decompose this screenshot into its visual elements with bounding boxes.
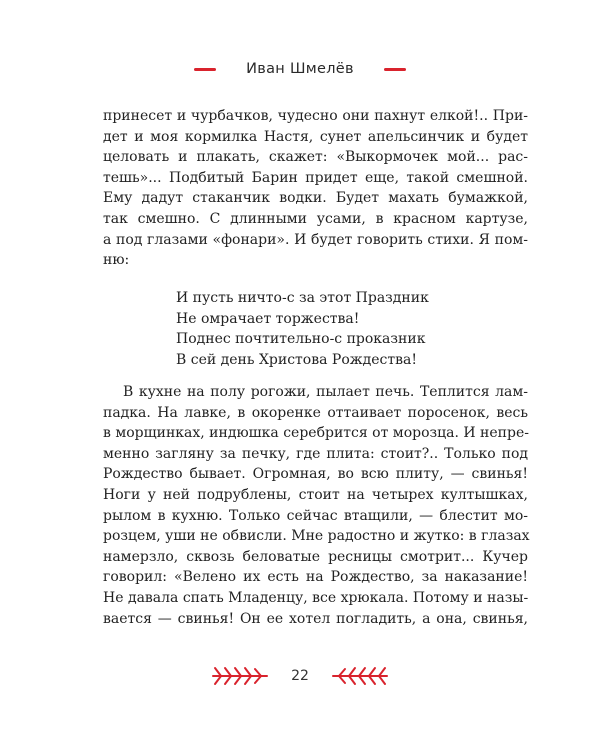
text-line: говорил: «Велено их есть на Рождество, за наказание! xyxy=(103,569,528,586)
header-left-rule xyxy=(194,68,216,71)
text-line: менно загляну за печку, где плита: стоит?.. Только под xyxy=(103,445,528,462)
verse-line: В сей день Христова Рождества! xyxy=(176,351,417,368)
text-line: Ему дадут стаканчик водки. Будет махать бумажкой, xyxy=(103,190,528,207)
page-number: 22 xyxy=(291,668,309,684)
text-line: а под глазами «фонари». И будет говорить стихи. Я пом- xyxy=(103,231,528,248)
leaf-branch-left-icon xyxy=(211,664,269,688)
text-line: ню: xyxy=(103,252,130,269)
verse-stanza xyxy=(176,288,429,370)
text-line: принесет и чурбачков, чудесно они пахнут елкой!.. При- xyxy=(103,108,528,124)
text-line: розцем, уши не обвисли. Мне радостно и жутко: в глазах xyxy=(103,528,530,545)
running-header xyxy=(0,56,600,82)
text-line: падка. На лавке, в окоренке оттаивает поросенок, весь xyxy=(103,404,528,421)
text-line: намерзло, сквозь беловатые ресницы смотрит... Кучер xyxy=(103,548,528,565)
text-line: тешь»... Подбитый Барин придет еще, такой смешной. xyxy=(103,169,528,186)
page-footer xyxy=(0,660,600,692)
author-name: Иван Шмелёв xyxy=(246,61,354,77)
text-line: так смешно. С длинными усами, в красном картузе, xyxy=(103,210,528,227)
leaf-branch-right-icon xyxy=(331,664,389,688)
text-line: в морщинках, индюшка серебрится от морозца. И непре- xyxy=(103,425,529,442)
text-line: Ноги у ней подрублены, стоит на четырех култышках, xyxy=(103,486,528,503)
paragraph-1 xyxy=(103,106,528,271)
text-line: Не давала спать Младенцу, все хрюкала. Потому и назы- xyxy=(103,589,529,606)
verse-line: Не омрачает торжества! xyxy=(176,310,360,327)
text-line: Рождество бывает. Огромная, во всю плиту, — свинья! xyxy=(103,466,528,483)
text-line: вается — свинья! Он ее хотел погладить, а она, свинья, xyxy=(103,610,528,627)
header-right-rule xyxy=(384,68,406,71)
text-line: целовать и плакать, скажет: «Выкормочек мой... рас- xyxy=(103,149,528,166)
text-line: рылом в кухню. Только сейчас втащили, — блестит мо- xyxy=(103,507,528,524)
verse-line: Поднес почтительно-с проказник xyxy=(176,331,426,348)
verse-line: И пусть ничто-с за этот Праздник xyxy=(176,290,429,306)
text-line: дет и моя кормилка Настя, сунет апельсинчик и будет xyxy=(103,128,528,145)
paragraph-2 xyxy=(103,382,528,629)
text-line: В кухне на полу рогожи, пылает печь. Теплится лам- xyxy=(123,384,528,400)
